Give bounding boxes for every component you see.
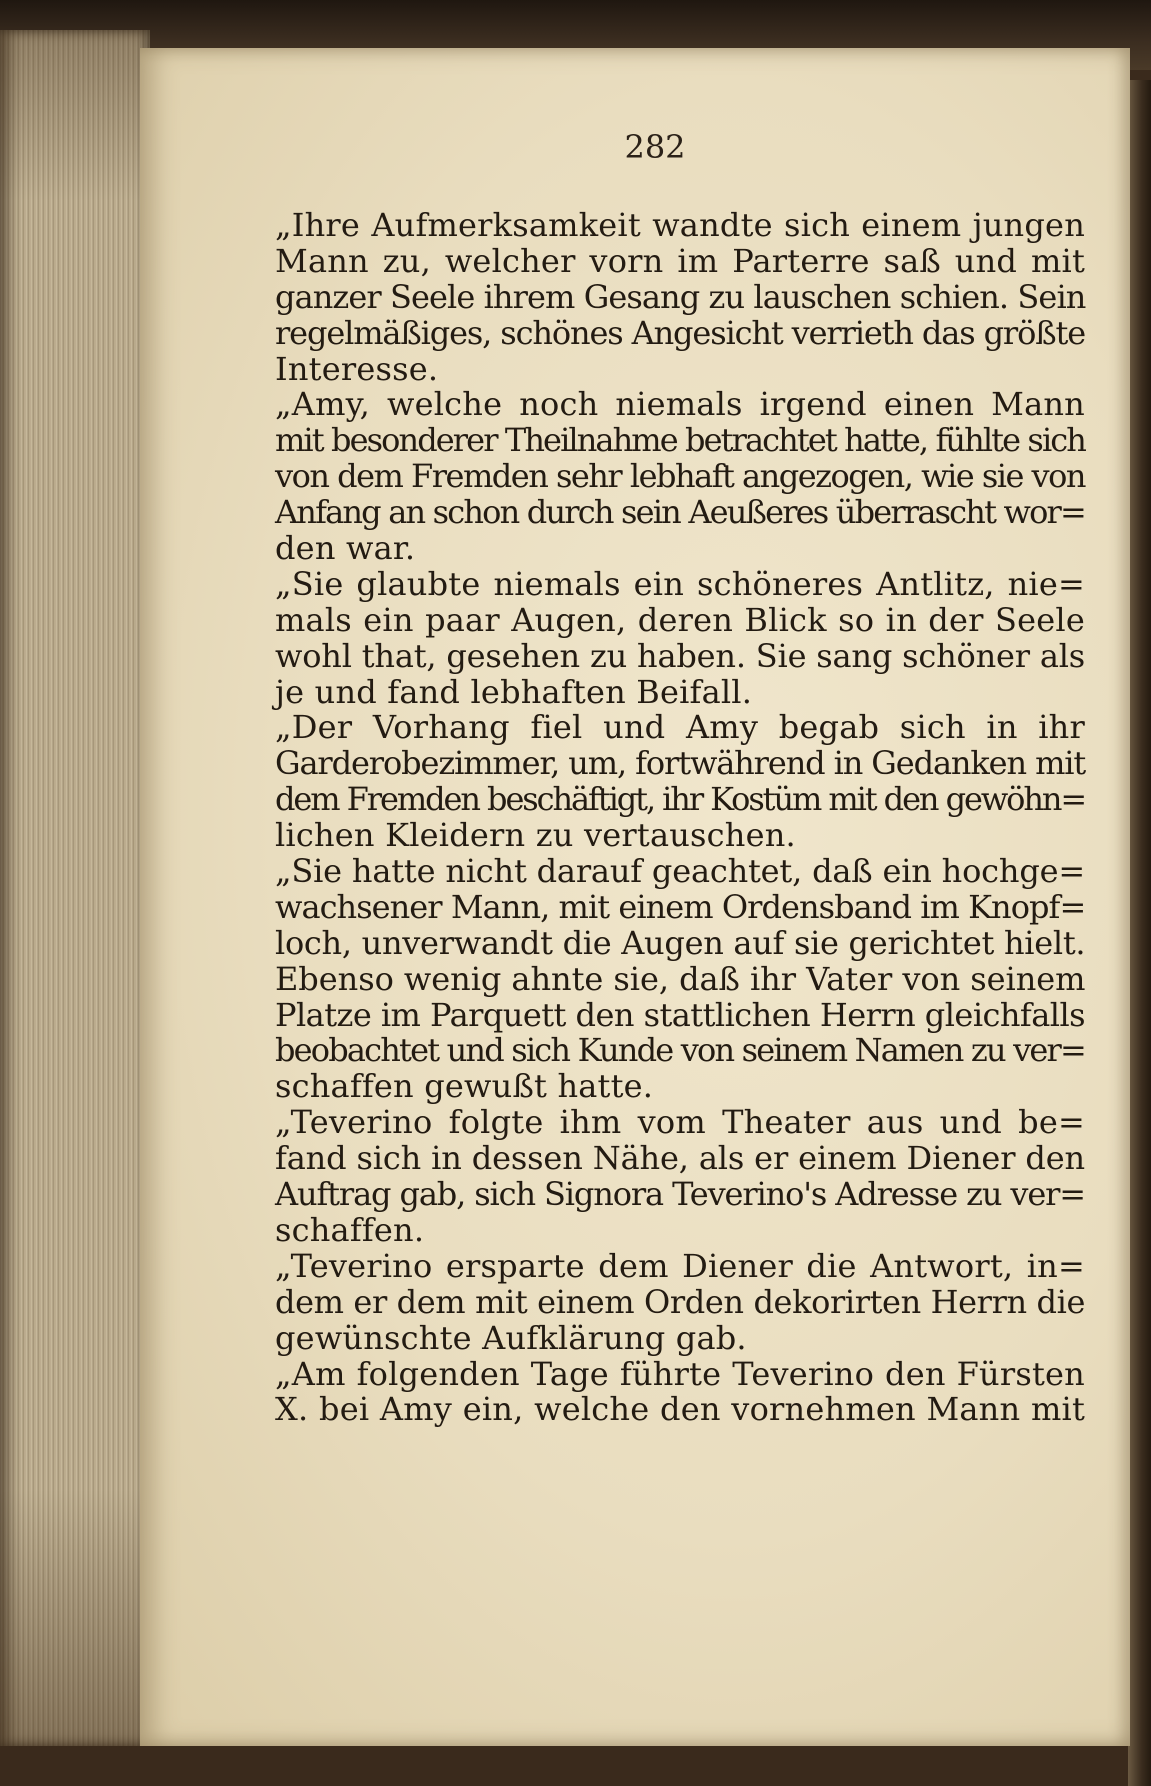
page-stack-edges xyxy=(0,30,150,1746)
text-line: Anfang an schon durch sein Aeußeres überrascht wor= xyxy=(275,493,1085,532)
text-line: von dem Fremden sehr lebhaft angezogen, wie sie von xyxy=(275,457,1085,496)
text-line: gewünschte Aufklärung gab. xyxy=(275,1318,747,1357)
text-line: schaffen. xyxy=(275,1210,425,1249)
page-text xyxy=(275,208,1085,1428)
text-line: mals ein paar Augen, deren Blick so in der Seele xyxy=(275,600,1085,639)
text-line: X. bei Amy ein, welche den vornehmen Mann mit xyxy=(275,1390,1085,1429)
text-line: „Teverino folgte ihm vom Theater aus und be= xyxy=(275,1103,1085,1142)
text-line: den war. xyxy=(275,529,416,568)
page-number: 282 xyxy=(624,128,686,166)
text-line: loch, unverwandt die Augen auf sie gerichtet hielt. xyxy=(275,923,1086,962)
text-line: je und fand lebhaften Beifall. xyxy=(275,672,753,711)
text-line: schaffen gewußt hatte. xyxy=(275,1067,654,1106)
text-line: Platze im Parquett den stattlichen Herrn gleichfalls xyxy=(275,995,1085,1034)
text-line: fand sich in dessen Nähe, als er einem Diener den xyxy=(275,1139,1085,1178)
text-line: lichen Kleidern zu vertauschen. xyxy=(275,816,796,855)
text-line: „Der Vorhang fiel und Amy begab sich in ihr xyxy=(275,708,1085,747)
text-line: Garderobezimmer, um, fortwährend in Gedanken mit xyxy=(275,744,1086,783)
text-line: „Teverino ersparte dem Diener die Antwort, in= xyxy=(275,1246,1085,1285)
text-line: wohl that, gesehen zu haben. Sie sang schöner als xyxy=(275,636,1086,675)
text-line: Mann zu, welcher vorn im Parterre saß und mit xyxy=(275,241,1085,280)
text-line: ganzer Seele ihrem Gesang zu lauschen schien. Sein xyxy=(275,277,1086,316)
text-line: Ebenso wenig ahnte sie, daß ihr Vater von seinem xyxy=(275,959,1086,998)
book-page xyxy=(140,48,1130,1746)
text-line: „Am folgenden Tage führte Teverino den Fürsten xyxy=(275,1354,1085,1393)
book-cover-edge xyxy=(1128,80,1151,1786)
text-line: dem Fremden beschäftigt, ihr Kostüm mit den gewöhn= xyxy=(275,780,1086,819)
text-line: beobachtet und sich Kunde von seinem Namen zu ver= xyxy=(275,1031,1085,1070)
text-line: Interesse. xyxy=(275,349,439,388)
text-line: „Ihre Aufmerksamkeit wandte sich einem jungen xyxy=(275,206,1085,244)
text-line: mit besonderer Theilnahme betrachtet hatte, fühlte sich xyxy=(275,421,1085,460)
text-line: „Amy, welche noch niemals irgend einen Mann xyxy=(275,385,1085,424)
text-line: wachsener Mann, mit einem Ordensband im Knopf= xyxy=(275,887,1086,926)
text-line: „Sie glaubte niemals ein schöneres Antlitz, nie= xyxy=(275,564,1085,603)
text-line: „Sie hatte nicht darauf geachtet, daß ein hochge= xyxy=(275,852,1085,891)
text-line: regelmäßiges, schönes Angesicht verrieth das größte xyxy=(275,313,1085,352)
text-line: Auftrag gab, sich Signora Teverino's Adresse zu ver= xyxy=(275,1175,1085,1214)
text-line: dem er dem mit einem Orden dekorirten Herrn die xyxy=(275,1282,1085,1321)
